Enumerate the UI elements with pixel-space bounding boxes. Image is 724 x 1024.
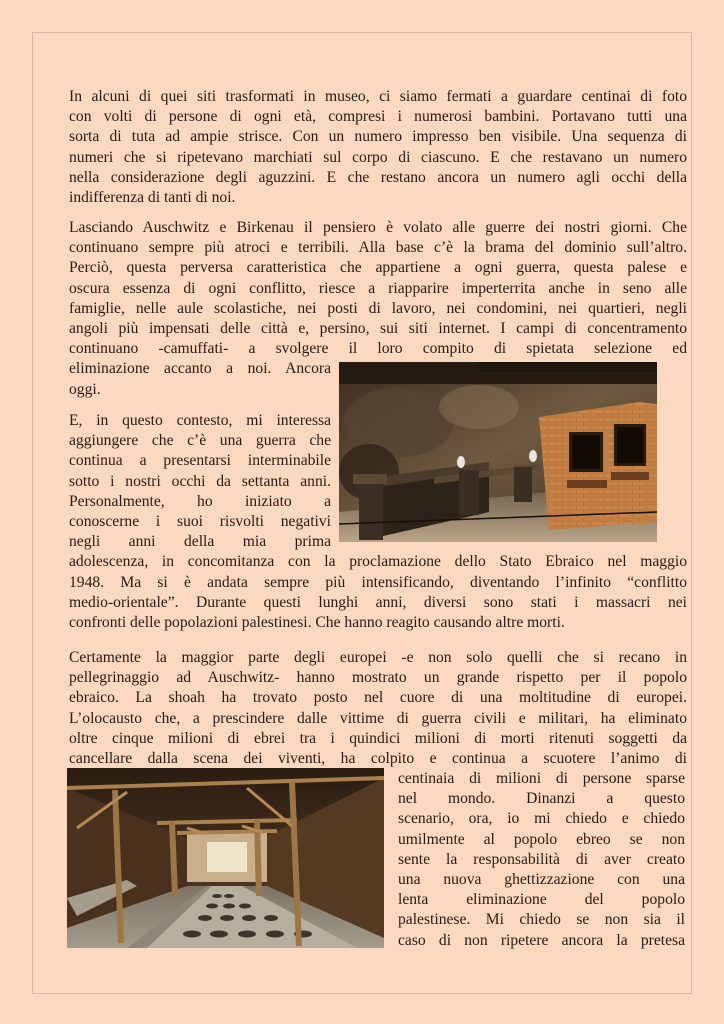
text-line: eliminazione accanto a noi. Ancora [69,360,331,378]
text-line: negli anni della mia prima [69,533,331,551]
text-line: oscura essenza di ogni conflitto, riesce a riapparire imperterrita anche in seno alle [69,279,687,297]
text-line: indifferenza di tanti di noi. [69,189,236,207]
text-line: Certamente la maggior parte degli europei -e non solo quelli che si recano in [69,649,687,666]
text-line: sotto i nostri occhi da settanta anni. [69,472,331,490]
text-line: scenario, ora, io mi chiedo e chiedo [398,810,685,828]
text-line: nel mondo. Dinanzi a questo [398,790,685,808]
text-line: 1948. Ma si è andata sempre più intensificando, diventando l’infinito “conflitto [69,573,687,591]
text-line: E, in questo contesto, mi interessa [69,412,331,429]
text-line: confronti delle popolazioni palestinesi. Che hanno reagito causando altre morti. [69,614,565,632]
text-line: caso di non ripetere ancora la pretesa [398,931,685,949]
text-line: oltre cinque milioni di ebrei tra i quindici milioni di morti ritenuti soggetti da [69,729,687,747]
text-line: cancellare dalla scena dei viventi, ha colpito e continua a scuotere l’animo di [69,750,687,768]
text-line: nella considerazione degli aguzzini. E che restano ancora un numero agli occhi della [69,168,687,186]
text-line: angoli più impensati delle città e, persino, sui siti internet. I campi di concentramento [69,320,687,338]
text-line: continuano sempre più atroci e terribili. Alla base c’è la brama del dominio sull’altro. [69,239,687,257]
text-line: numeri che si ripetevano marchiati sul corpo di ciascuno. E che restavano un numero [69,148,687,166]
paragraph-1 [69,87,687,208]
text-line: aggiungere che c’è una guerra che [69,432,331,450]
text-line: conoscerne i suoi risvolti negativi [69,513,331,531]
paragraph-4 [69,648,687,769]
barracks-latrine-photo [67,768,384,948]
text-line: L’olocausto che, a prescindere dalle vittime di guerra civili e militari, ha eliminato [69,709,687,727]
text-line: oggi. [69,380,101,398]
text-line: palestinese. Mi chiedo se non sia il [398,911,685,929]
text-line: Lasciando Auschwitz e Birkenau il pensiero è volato alle guerre dei nostri giorni. Che [69,219,687,236]
text-line: continuano -camuffati- a svolgere il loro compito di spietata selezione ed [69,340,687,358]
text-line: lenta eliminazione del popolo [398,891,685,909]
paragraph-4-right-column [398,769,685,951]
text-line: pellegrinaggio ad Auschwitz- hanno mostrato un grande rispetto per il popolo [69,669,687,687]
text-line: Perciò, questa perversa caratteristica che appartiene a ogni guerra, questa palese e [69,259,687,277]
text-line: ebraico. La shoah ha trovato posto nel cuore di una moltitudine di europei. [69,689,687,707]
text-line: medio-orientale”. Durante questi lunghi anni, diversi sono stati i massacri nei [69,593,687,611]
text-line: adolescenza, in concomitanza con la proclamazione dello Stato Ebraico nel maggio [69,553,687,571]
text-line: Personalmente, ho iniziato a [69,492,331,510]
crematorium-ovens-photo [339,362,657,542]
text-line: sorta di tuta ad ampie strisce. Con un numero impresso ben visibile. Una sequenza di [69,128,687,146]
text-line: umilmente al popolo ebreo se non [398,830,685,848]
text-line: una nuova ghettizzazione con una [398,871,685,889]
text-line: centinaia di milioni di persone sparse [398,770,685,787]
text-line: sente la responsabilità di aver creato [398,850,685,868]
text-line: In alcuni di quei siti trasformati in museo, ci siamo fermati a guardare centinai di foto [69,88,687,105]
text-line: con volti di persone di ogni età, compresi i numerosi bambini. Portavano tutti una [69,108,687,126]
text-line: famiglie, nelle aule scolastiche, nei posti di lavoro, nei condomini, nei quartieri, negli [69,299,687,317]
text-line: continua a presentarsi interminabile [69,452,331,470]
